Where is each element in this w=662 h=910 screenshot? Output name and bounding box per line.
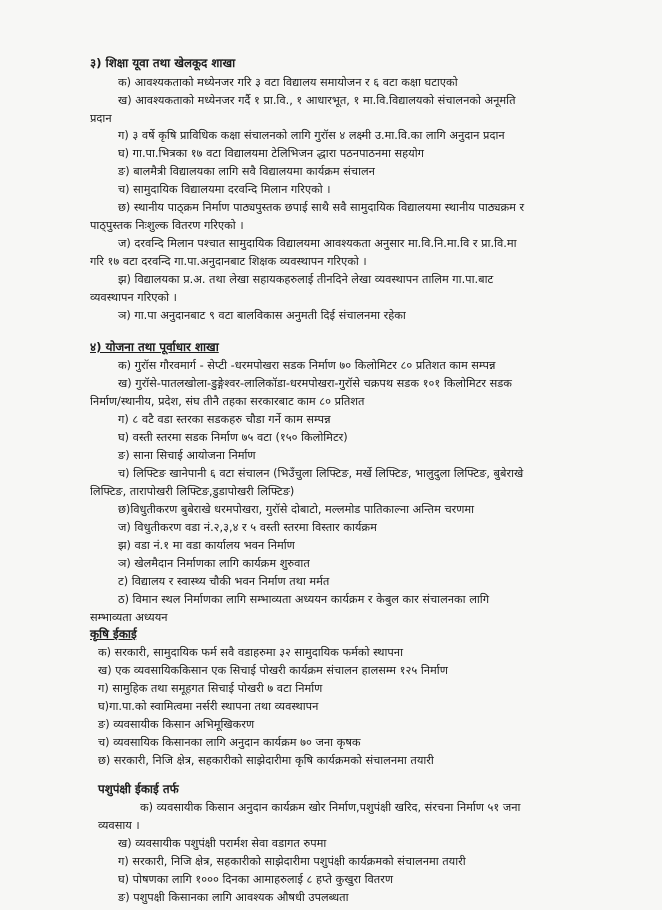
text-line: ख) व्यवसायीक पशुपंक्षी परार्मश सेवा वडागत रुपमा	[118, 837, 327, 850]
text-line: ग) ३ वर्षे कृषि प्राविधिक कक्षा संचालनको लागि गुरॉस ४ लक्ष्मी उ.मा.वि.का लागि अनुदान प्रदान	[118, 129, 505, 142]
text-line: व्यवस्थापन गरिएको ।	[90, 291, 177, 304]
text-line: ग) सामुहिक तथा समूहगत सिचाई पोखरी ७ वटा निर्माण	[98, 682, 323, 695]
text-line: छ) सरकारी, निजि क्षेत्र, सहकारीको साझेदारीमा कृषि कार्यक्रमको संचालनमा तयारी	[98, 754, 434, 767]
text-line: क) आवश्यकताको मध्येनजर गरि ३ वटा विद्यालय समायोजन र ६ वटा कक्षा घटाएको	[118, 76, 458, 89]
text-line: ग) सरकारी, निजि क्षेत्र, सहकारीको साझेदारीमा पशुपंक्षी कार्यक्रमको संचालनमा तयारी	[118, 855, 466, 868]
text-line: ख) एक व्यवसायिककिसान एक सिचाई पोखरी कार्यक्रम संचालन हालसम्म १२५ निर्माण	[98, 664, 448, 677]
text-line: छ)विधुतीकरण बुबेराखे धरमपोखरा, गुरॉसे दोबाटो, मल्लमोड पातिकाल्ना अन्तिम चरणमा	[118, 503, 475, 516]
text-line: घ) वस्ती स्तरमा सडक निर्माण ७५ वटा (१५० किलोमिटर)	[118, 431, 348, 444]
text-line: क) सरकारी, सामुदायिक फर्म सवै वडाहरुमा ३२ सामुदायिक फर्मको स्थापना	[98, 646, 404, 659]
section-heading-planning: ४) योजना तथा पूर्वाधार शाखा	[90, 340, 219, 354]
text-line: क) व्यवसायीक किसान अनुदान कार्यक्रम खोर निर्माण,पशुपंक्षी खरिद, संरचना निर्माण ५१ जना	[140, 801, 521, 814]
text-line: च) लिफ्टिङ खानेपानी ६ वटा संचालन (भिउँचुला लिफ्टिङ, मर्खे लिफ्टिङ, भालुदुला लिफ्टिङ, बुबेराखे	[118, 467, 524, 480]
text-line: निर्माण/स्थानीय, प्रदेश, संघ तीनै तहका सरकारबाट काम ८० प्रतिशत	[90, 395, 365, 408]
text-line: व्यवसाय ।	[98, 819, 140, 832]
text-line: छ) स्थानीय पाठ्क्रम निर्माण पाठ्यपुस्तक छपाई साथै सवै सामुदायिक विद्यालयमा स्थानीय पाठ्यक्रम र	[118, 201, 525, 214]
text-line: गरि १७ वटा दरवन्दि गा.पा.अनुदानबाट शिक्षक व्यवस्थापन गरिएको ।	[90, 255, 367, 268]
section-heading-livestock: पशुपंक्षी ईकाई तर्फ	[98, 782, 179, 796]
text-line: घ) गा.पा.भित्रका १७ वटा विद्यालयमा टेलिभिजन द्धारा पठनपाठनमा सहयोग	[118, 147, 424, 160]
text-line: झ) वडा नं.१ मा वडा कार्यालय भवन निर्माण	[118, 539, 295, 552]
text-line: ङ) बालमैत्री विद्यालयका लागि सवै विद्यालयमा कार्यक्रम संचालन	[118, 165, 375, 178]
text-line: सम्भाव्यता अध्ययन	[90, 611, 168, 624]
text-line: ङ) पशुपक्षी किसानका लागि आवश्यक औषधी उपलब्धता	[118, 891, 349, 904]
text-line: ठ) विमान स्थल निर्माणका लागि सम्भाव्यता अध्ययन कार्यक्रम र केबुल कार संचालनका लागि	[118, 593, 490, 606]
section-heading-education: ३) शिक्षा यूवा तथा खेलकूद शाखा	[90, 56, 236, 70]
text-line: ख) आवश्यकताको मध्येनजर गर्दै १ प्रा.वि., १ आधारभूत, १ मा.वि.विद्यालयको संचालनको अनूमति	[118, 94, 516, 107]
text-line: ङ) साना सिचाई आयोजना निर्माण	[118, 449, 256, 462]
text-line: च) सामुदायिक विद्यालयमा दरवन्दि मिलान गरिएको ।	[118, 183, 331, 196]
text-line: प्रदान	[90, 112, 112, 125]
text-line: पाठ्पुस्तक निःशुल्क वितरण गरिएको ।	[90, 219, 244, 232]
text-line: ट) विद्यालय र स्वास्थ्य चौकी भवन निर्माण तथा मर्मत	[118, 575, 330, 588]
text-line: झ) विद्यालयका प्र.अ. तथा लेखा सहायकहरुलाई तीनदिने लेखा व्यवस्थापन तालिम गा.पा.बाट	[118, 273, 494, 286]
text-line: घ) पोषणका लागि १००० दिनका आमाहरुलाई ८ हप्ते कुखुरा वितरण	[118, 873, 394, 886]
text-line: च) व्यवसायिक किसानका लागि अनुदान कार्यक्रम ७० जना कृषक	[98, 736, 361, 749]
text-line: ज) दरवन्दि मिलान पश्चात सामुदायिक विद्यालयमा आवश्यकता अनुसार मा.वि.नि.मा.वि र प्रा.वि.मा	[118, 237, 517, 250]
text-line: घ)गा.पा.को स्वामित्वमा नर्सरी स्थापना तथा व्यवस्थापन	[98, 700, 319, 713]
text-line: ञ) गा.पा अनुदानबाट ९ वटा बालविकास अनुमती दिई संचालनमा रहेका	[118, 309, 406, 322]
text-line: ज) विधुतीकरण वडा नं.२,३,४ र ५ वस्ती स्तरमा विस्तार कार्यक्रम	[118, 521, 377, 534]
text-line: ङ) व्यवसायीक किसान अभिमूखिकरण	[98, 718, 255, 731]
text-line: लिफ्टिङ, तारापोखरी लिफ्टिङ,डुडापोखरी लिफ्टिङ)	[90, 485, 295, 498]
text-line: ग) ८ वटै वडा स्तरका सडकहरु चौडा गर्ने काम सम्पन्न	[118, 413, 331, 426]
text-line: ख) गुरॉसे-पातलखोला-डुङ्गेश्वर-लालिकॉडा-धरमपोखरा-गुरॉसे चक्रपथ सडक १०१ किलोमिटर सडक	[118, 377, 512, 390]
text-line: क) गुरॉस गौरवमार्ग - सेप्टी -धरमपोखरा सडक निर्माण ७० किलोमिटर ८० प्रतिशत काम सम्पन्न	[118, 359, 496, 372]
text-line: ञ) खेलमैदान निर्माणका लागि कार्यक्रम शुरुवात	[118, 557, 310, 570]
section-heading-agriculture: कृषि ईकाई	[90, 627, 137, 641]
